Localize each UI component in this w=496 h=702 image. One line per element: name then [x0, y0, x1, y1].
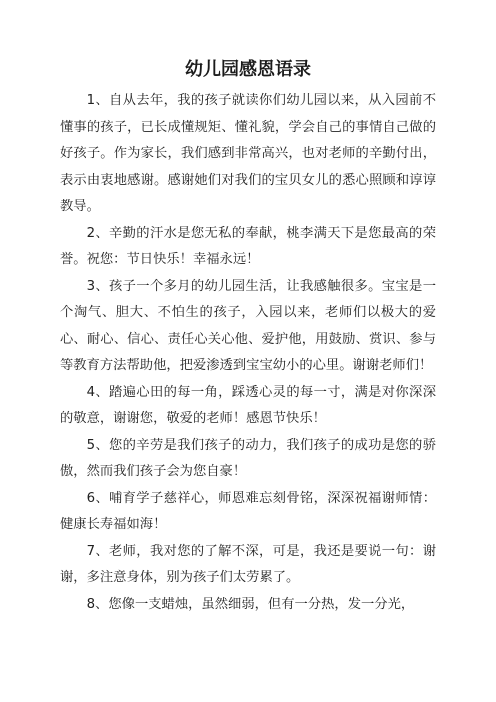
- paragraph-8: 8、您像一支蜡烛，虽然细弱，但有一分热，发一分光，: [86, 596, 415, 612]
- paragraph-7: 7、老师，我对您的了解不深，可是，我还是要说一句：谢谢，多注意身体，别为孩子们太劳累了。: [60, 543, 436, 585]
- document-title: 幼儿园感恩语录: [185, 59, 311, 80]
- document-body: [60, 88, 436, 618]
- paragraph-4: 4、踏遍心田的每一角，踩透心灵的每一寸，满是对你深深的敬意，谢谢您，敬爱的老师！感恩节快乐！: [60, 384, 436, 426]
- paragraph-2: 2、辛勤的汗水是您无私的奉献，桃李满天下是您最高的荣誉。祝您：节日快乐！幸福永远！: [60, 225, 436, 267]
- paragraph-1: 1、自从去年，我的孩子就读你们幼儿园以来，从入园前不懂事的孩子，已长成懂规矩、懂礼貌，学会自己的事情自己做的好孩子。作为家长，我们感到非常高兴，也对老师的辛勤付出，表示由衷地感谢。感谢她们对我们的宝贝女儿的悉心照顾和谆谆教导。: [60, 93, 436, 214]
- paragraph-6: 6、哺育学子慈祥心，师恩难忘刻骨铭，深深祝福谢师情：健康长寿福如海！: [60, 490, 436, 532]
- paragraph-3: 3、孩子一个多月的幼儿园生活，让我感触很多。宝宝是一个淘气、胆大、不怕生的孩子，入园以来，老师们以极大的爱心、耐心、信心、责任心关心他、爱护他，用鼓励、赏识、参与等教育方法帮助他，把爱渗透到宝宝幼小的心里。谢谢老师们！: [60, 278, 436, 373]
- paragraph-5: 5、您的辛劳是我们孩子的动力，我们孩子的成功是您的骄傲，然而我们孩子会为您自豪！: [60, 437, 436, 479]
